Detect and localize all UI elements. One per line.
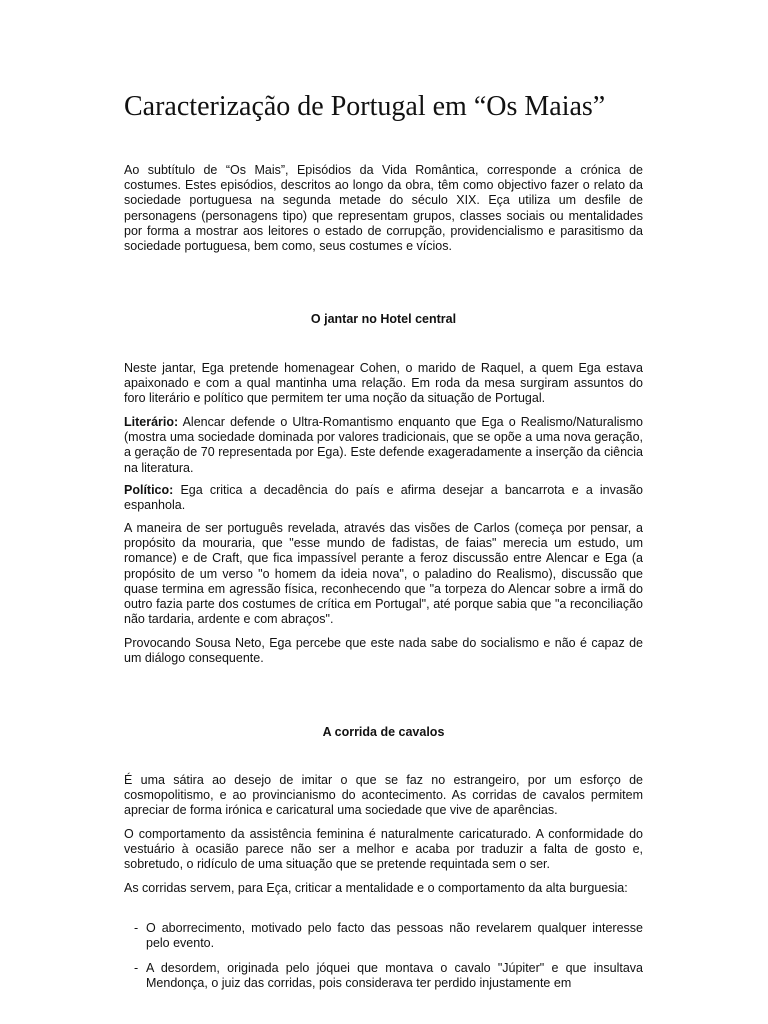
document-title: Caracterização de Portugal em “Os Maias” — [124, 91, 606, 122]
intro-paragraph: Ao subtítulo de “Os Mais”, Episódios da Vida Romântica, corresponde a crónica de costumes. Estes episódios, descritos ao longo da obra, têm como objectivo fazer o relato da sociedade portuguesa na segunda metade do século XIX. Eça utiliza um desfile de personagens (personagens tipo) que representam grupos, classes sociais ou mentalidades por forma a mostrar aos leitores o estado de corrupção, providencialismo e parasitismo da sociedade portuguesa, bem como, seus costumes e vícios. — [124, 163, 643, 254]
jantar-paragraph-4: A maneira de ser português revelada, através das visões de Carlos (começa por pensar, a propósito da mouraria, que "esse mundo de fadistas, de faias" merecia um estudo, um romance) e de Craft, que fica impassível perante a feroz discussão entre Alencar e Ega (a propósito de um verso "o homem da ideia nova", o paladino do Realismo), discussão que quase termina em agressão física, reconhecendo que "a torpeza do Alencar sobre a irmã do outro fazia parte dos costumes de crítica em Portugal", até porque sabia que "a reconciliação não tardaria, ardente e com abraços". — [124, 521, 643, 627]
list-item-text: A desordem, originada pelo jóquei que montava o cavalo "Júpiter" e que insultava Mendonça, o juiz das corridas, pois considerava ter perdido injustamente em — [146, 961, 643, 991]
politico-text: Ega critica a decadência do país e afirma desejar a bancarrota e a invasão espanhola. — [124, 483, 643, 513]
list-item-desordem — [124, 961, 643, 991]
section-heading-jantar: O jantar no Hotel central — [310, 312, 457, 326]
jantar-paragraph-1: Neste jantar, Ega pretende homenagear Cohen, o marido de Raquel, a quem Ega estava apaixonado e com a qual mantinha uma relação. Em roda da mesa surgiram assuntos do foro literário e político que permitem ter uma noção da situação de Portugal. — [124, 361, 643, 406]
list-dash: - — [134, 961, 139, 975]
list-item-text: O aborrecimento, motivado pelo facto das pessoas não revelarem qualquer interesse pelo evento. — [146, 921, 643, 951]
corrida-paragraph-3: As corridas servem, para Eça, criticar a mentalidade e o comportamento da alta burguesia: — [124, 881, 628, 895]
jantar-paragraph-5: Provocando Sousa Neto, Ega percebe que este nada sabe do socialismo e não é capaz de um diálogo consequente. — [124, 636, 643, 666]
corrida-paragraph-1: É uma sátira ao desejo de imitar o que se faz no estrangeiro, por um esforço de cosmopolitismo, e ao provincianismo do acontecimento. As corridas de cavalos permitem apreciar de forma irónica e caricatural uma sociedade que vive de aparências. — [124, 773, 643, 818]
corrida-paragraph-2: O comportamento da assistência feminina é naturalmente caricaturado. A conformidade do vestuário à ocasião parece não ser a melhor e acaba por traduzir a falta de gosto e, sobretudo, o ridículo de uma situação que se pretende requintada sem o ser. — [124, 827, 643, 872]
literario-label: Literário: — [124, 415, 179, 429]
list-item-aborrecimento — [124, 921, 643, 951]
literario-paragraph — [124, 415, 643, 476]
politico-paragraph — [124, 483, 643, 513]
politico-label: Político: — [124, 483, 174, 497]
literario-text: Alencar defende o Ultra-Romantismo enquanto que Ega o Realismo/Naturalismo (mostra uma sociedade dominada por valores tradicionais, que se opõe a uma nova geração, a geração de 70 representada por Ega). Este defende exageradamente a inserção da ciência na literatura. — [124, 415, 643, 475]
section-heading-corrida: A corrida de cavalos — [322, 725, 445, 739]
list-dash: - — [134, 921, 139, 935]
